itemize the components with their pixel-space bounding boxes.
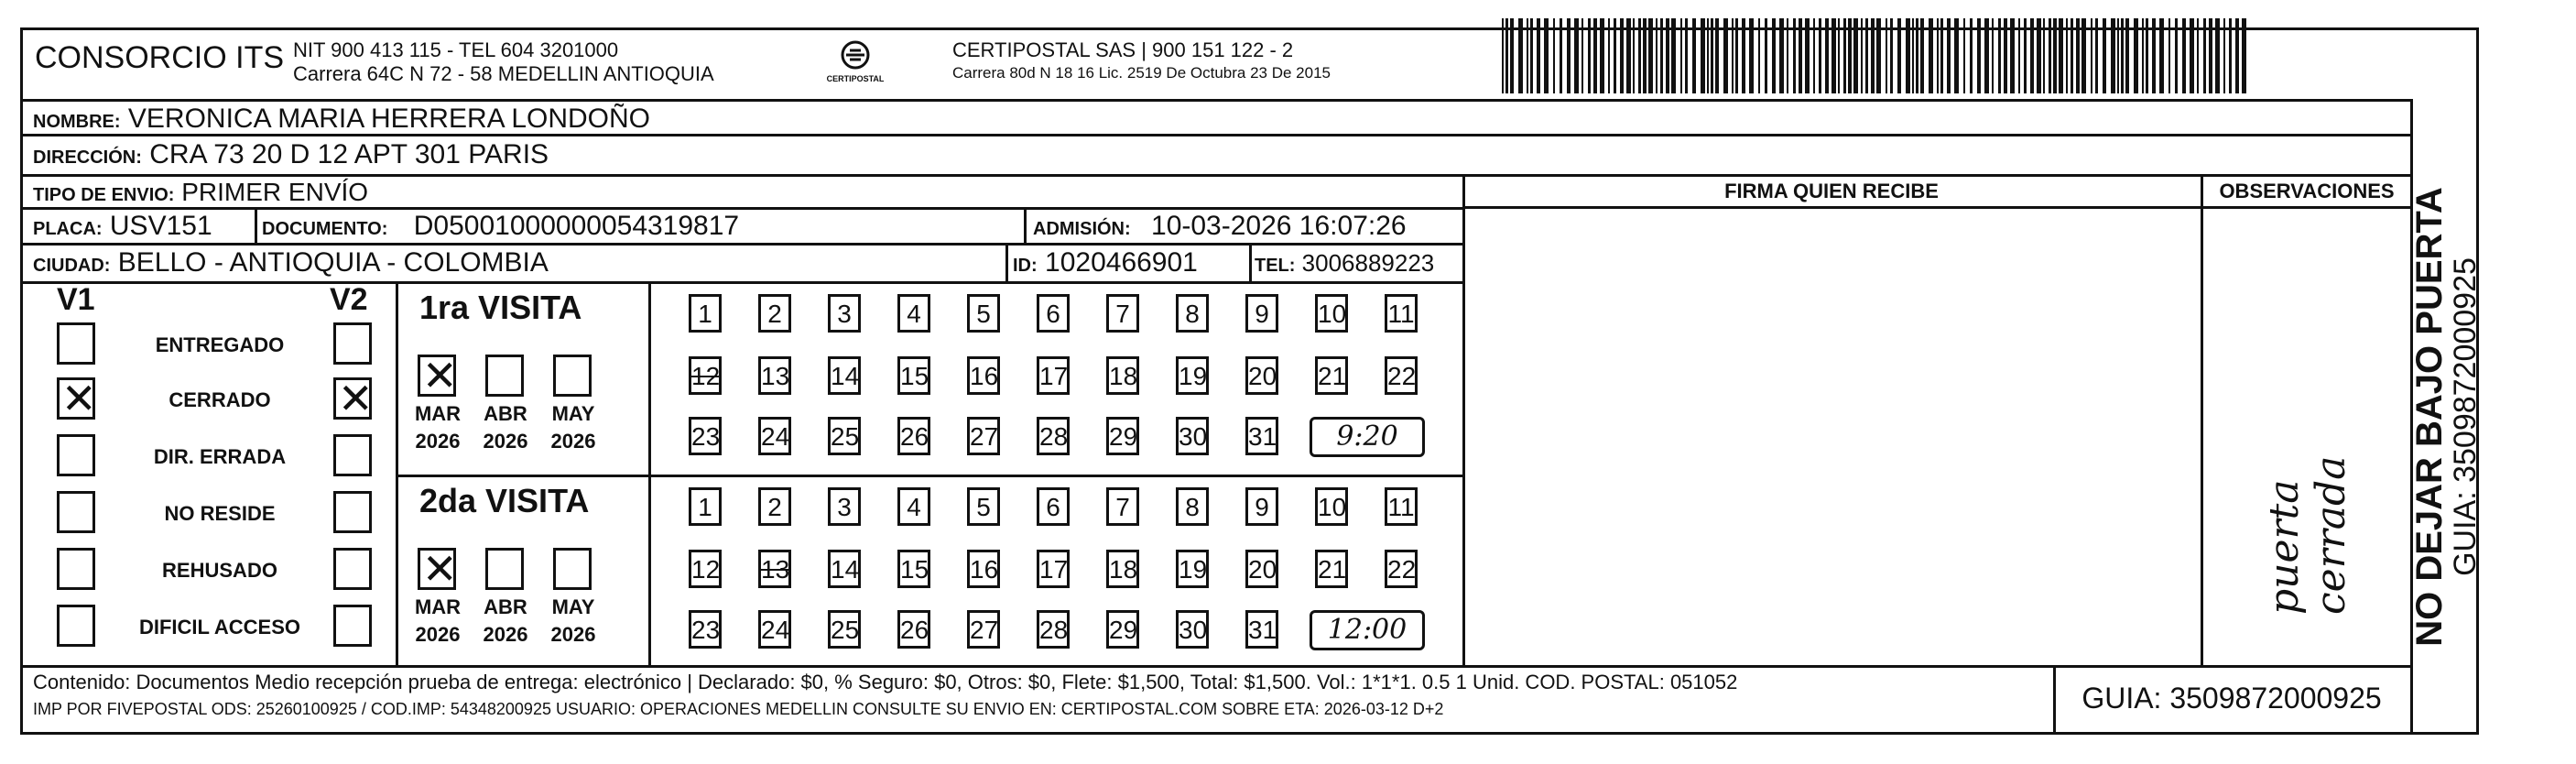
header-divider <box>20 99 2413 102</box>
day-cell[interactable]: 6 <box>1037 487 1070 526</box>
day-cell[interactable]: 16 <box>967 356 1000 395</box>
barcode-bar <box>1620 18 1624 93</box>
barcode-bar <box>1732 18 1734 93</box>
footer-line2: IMP POR FIVEPOSTAL ODS: 25260100925 / COD.IMP: 54348200925 USUARIO: OPERACIONES MEDELLIN CONSULTE SU ENVIO EN: CERTIPOSTAL.COM SOBRE ETA: 2026-03-12 D+2 <box>33 700 1444 718</box>
v2-checkbox[interactable] <box>333 491 372 533</box>
status-option-label: DIR. ERRADA <box>153 445 287 468</box>
side-warning: NO DEJAR BAJO PUERTA <box>2409 187 2450 647</box>
barcode-bar <box>1890 18 1893 93</box>
barcode-bar <box>1742 18 1745 93</box>
visit-title: 2da VISITA <box>419 482 590 519</box>
barcode-bar <box>1937 18 1939 93</box>
observacion-handwriting <box>2261 340 2354 615</box>
barcode-bar <box>2059 18 2063 93</box>
barcode-bar <box>1963 18 1965 93</box>
visit-year-label: 2026 <box>415 623 461 646</box>
day-cell[interactable]: 25 <box>828 610 861 649</box>
barcode-bar <box>1638 18 1641 93</box>
barcode-bar <box>2203 18 2206 93</box>
placa-field <box>33 211 212 242</box>
tel-divider <box>1249 243 1252 281</box>
v1-label: V1 <box>57 282 95 317</box>
barcode-bar <box>1749 18 1754 93</box>
day-cell[interactable]: 19 <box>1176 356 1209 395</box>
barcode-bar <box>1680 18 1682 93</box>
day-cell[interactable]: 1 <box>689 294 722 333</box>
firma-left-divider <box>1462 174 1465 666</box>
barcode-bar <box>1715 18 1719 93</box>
barcode-bar <box>2071 18 2073 93</box>
barcode-bar <box>1648 18 1653 93</box>
footer-line1: Contenido: Documentos Medio recepción prueba de entrega: electrónico | Declarado: $0, % Seguro: $0, Otros: $0, Flete: $1,500, Total: $1,500. Vol.: 1*1*1. 0.5 1 Unid. COD. POSTAL: 051052 <box>33 671 1738 693</box>
visit-time-box[interactable]: 9:20 <box>1310 417 1425 457</box>
certipostal-line1: CERTIPOSTAL SAS | 900 151 122 - 2 <box>952 38 1294 61</box>
barcode-bar <box>2066 18 2068 93</box>
status-option-label: REHUSADO <box>162 559 277 582</box>
v1-checkbox[interactable] <box>57 605 95 647</box>
barcode-bar <box>1831 18 1836 93</box>
barcode-bar <box>1819 18 1821 93</box>
barcode-bar <box>1998 18 2001 93</box>
day-cell[interactable]: 28 <box>1037 417 1070 455</box>
visit-year-label: 2026 <box>415 430 461 453</box>
barcode-bar <box>2081 18 2086 93</box>
day-cell[interactable]: 21 <box>1315 550 1348 588</box>
day-cell[interactable]: 26 <box>897 417 930 455</box>
day-cell[interactable]: 7 <box>1106 294 1139 333</box>
visit-month-label: MAR <box>414 402 462 425</box>
barcode-bar <box>2242 18 2246 93</box>
day-cell[interactable]: 10 <box>1315 487 1348 526</box>
day-cell[interactable]: 27 <box>967 417 1000 455</box>
day-cell[interactable]: 12 <box>689 356 722 395</box>
barcode-bar <box>1799 18 1802 93</box>
day-cell[interactable]: 15 <box>897 356 930 395</box>
day-cell[interactable]: 2 <box>758 487 791 526</box>
barcode-bar <box>2043 18 2045 93</box>
barcode-bar <box>2004 18 2007 93</box>
placa-value: USV151 <box>109 211 212 241</box>
barcode-icon <box>1502 18 2253 93</box>
barcode <box>1502 18 2253 93</box>
status-option-label: ENTREGADO <box>155 333 285 356</box>
visit-month-label: ABR <box>484 595 527 618</box>
barcode-bar <box>1825 18 1829 93</box>
day-cell[interactable]: 22 <box>1385 550 1418 588</box>
barcode-bar <box>1567 18 1571 93</box>
barcode-bar <box>1984 18 1989 93</box>
barcode-bar <box>2229 18 2232 93</box>
ciudad-label: CIUDAD: <box>33 256 111 276</box>
day-cell[interactable]: 30 <box>1176 610 1209 649</box>
obs-left-divider <box>2201 174 2203 666</box>
barcode-bar <box>1865 18 1868 93</box>
barcode-bar <box>2152 18 2156 93</box>
barcode-bar <box>2103 18 2106 93</box>
barcode-bar <box>1510 18 1514 93</box>
barcode-bar <box>2168 18 2170 93</box>
barcode-bar <box>1940 18 1943 93</box>
barcode-bar <box>2197 18 2199 93</box>
barcode-bar <box>1861 18 1863 93</box>
barcode-bar <box>1765 18 1767 93</box>
visit-year-label: 2026 <box>550 623 596 646</box>
day-cell[interactable]: 2 <box>758 294 791 333</box>
visit-year-label: 2026 <box>550 430 596 453</box>
barcode-bar <box>1992 18 1994 93</box>
barcode-bar <box>2134 18 2138 93</box>
barcode-bar <box>2018 18 2020 93</box>
barcode-bar <box>2091 18 2092 93</box>
tel-field <box>1255 249 1434 278</box>
barcode-bar <box>1608 18 1610 93</box>
barcode-bar <box>2223 18 2225 93</box>
day-cell[interactable]: 9 <box>1245 487 1278 526</box>
day-cell[interactable]: 3 <box>828 487 861 526</box>
check-mark-icon: ✕ <box>61 374 97 423</box>
day-cell[interactable]: 11 <box>1385 294 1418 333</box>
barcode-bar <box>2010 18 2015 93</box>
barcode-bar <box>1553 18 1555 93</box>
barcode-bar <box>2030 18 2034 93</box>
barcode-bar <box>1838 18 1840 93</box>
v2-checkbox[interactable] <box>333 548 372 590</box>
barcode-bar <box>1656 18 1658 93</box>
day-cell[interactable]: 13 <box>758 356 791 395</box>
barcode-bar <box>1970 18 1973 93</box>
day-cell[interactable]: 25 <box>828 417 861 455</box>
months-divider <box>648 281 651 666</box>
barcode-bar <box>1518 18 1523 93</box>
day-cell[interactable]: 8 <box>1176 294 1209 333</box>
barcode-bar <box>1848 18 1852 93</box>
barcode-bar <box>1505 18 1508 93</box>
barcode-bar <box>1916 18 1918 93</box>
row-line-5 <box>20 281 1464 284</box>
row-line-footer <box>20 665 2410 668</box>
barcode-bar <box>1660 18 1663 93</box>
day-cell[interactable]: 30 <box>1176 417 1209 455</box>
barcode-bar <box>2146 18 2148 93</box>
v2-checkbox[interactable] <box>333 434 372 476</box>
barcode-bar <box>1977 18 1981 93</box>
admision-label: ADMISIÓN: <box>1033 219 1131 239</box>
barcode-bar <box>1793 18 1796 93</box>
id-field <box>1013 247 1198 278</box>
status-divider <box>396 281 398 666</box>
day-cell[interactable]: 19 <box>1176 550 1209 588</box>
direccion-row <box>33 139 549 170</box>
certipostal-logo-icon <box>837 38 874 71</box>
barcode-bar <box>2142 18 2144 93</box>
v2-label: V2 <box>330 282 368 317</box>
visit-month-checkbox[interactable] <box>553 355 592 397</box>
v1-checkbox[interactable] <box>57 548 95 590</box>
day-cell[interactable]: 28 <box>1037 610 1070 649</box>
day-cell[interactable]: 8 <box>1176 487 1209 526</box>
v1-checkbox[interactable] <box>57 434 95 476</box>
ciudad-value: BELLO - ANTIOQUIA - COLOMBIA <box>117 247 549 278</box>
day-cell[interactable]: 9 <box>1245 294 1278 333</box>
barcode-bar <box>1912 18 1914 93</box>
documento-field <box>262 211 739 242</box>
day-cell[interactable]: 5 <box>967 294 1000 333</box>
day-cell[interactable]: 23 <box>689 610 722 649</box>
certipostal-logo <box>824 38 886 93</box>
visit-year-label: 2026 <box>483 430 528 453</box>
visit-month-label: MAY <box>551 402 595 425</box>
nombre-row <box>33 104 650 135</box>
row-line-3 <box>20 207 1464 210</box>
visit-month-checkbox[interactable] <box>418 351 458 400</box>
barcode-bar <box>2111 18 2115 93</box>
barcode-bar <box>2024 18 2027 93</box>
barcode-bar <box>1701 18 1705 93</box>
admision-divider <box>1024 207 1027 244</box>
visit-time-box[interactable]: 12:00 <box>1310 610 1425 650</box>
visit-month-label: MAY <box>551 595 595 618</box>
row-line-2 <box>20 174 2410 177</box>
barcode-bar <box>1707 18 1709 93</box>
day-cell[interactable]: 10 <box>1315 294 1348 333</box>
barcode-bar <box>1876 18 1881 93</box>
placa-label: PLACA: <box>33 219 103 239</box>
day-cell[interactable]: 26 <box>897 610 930 649</box>
day-cell[interactable]: 31 <box>1245 610 1278 649</box>
barcode-bar <box>1671 18 1676 93</box>
day-cell[interactable]: 27 <box>967 610 1000 649</box>
tipo-row <box>33 178 368 207</box>
day-cell[interactable]: 13 <box>758 550 791 588</box>
barcode-bar <box>1581 18 1583 93</box>
row-line-obs <box>1464 206 2410 209</box>
check-mark-icon: ✕ <box>338 374 374 423</box>
barcode-bar <box>2053 18 2057 93</box>
tipo-value: PRIMER ENVÍO <box>181 178 369 206</box>
day-cell[interactable]: 16 <box>967 550 1000 588</box>
day-cell[interactable]: 18 <box>1106 356 1139 395</box>
barcode-bar <box>2182 18 2186 93</box>
barcode-bar <box>1920 18 1924 93</box>
barcode-bar <box>1530 18 1533 93</box>
day-cell[interactable]: 4 <box>897 294 930 333</box>
nombre-value: VERONICA MARIA HERRERA LONDOÑO <box>127 104 651 134</box>
barcode-bar <box>1947 18 1951 93</box>
check-mark-icon: ✕ <box>422 544 458 594</box>
barcode-bar <box>1633 18 1635 93</box>
day-cell[interactable]: 18 <box>1106 550 1139 588</box>
barcode-bar <box>1574 18 1579 93</box>
visit-month-checkbox[interactable] <box>485 548 524 590</box>
barcode-bar <box>2175 18 2178 93</box>
direccion-label: DIRECCIÓN: <box>33 147 142 168</box>
barcode-bar <box>1735 18 1738 93</box>
day-cell[interactable]: 31 <box>1245 417 1278 455</box>
status-option-label: NO RESIDE <box>164 502 276 525</box>
company-address: Carrera 64C N 72 - 58 MEDELLIN ANTIOQUIA <box>293 62 714 85</box>
placa-divider <box>255 207 257 244</box>
certipostal-logo-text: CERTIPOSTAL <box>826 74 885 83</box>
barcode-bar <box>2037 18 2041 93</box>
barcode-bar <box>1758 18 1760 93</box>
v1-checkbox[interactable] <box>57 491 95 533</box>
certipostal-line2: Carrera 80d N 18 16 Lic. 2519 De Octubra 23 De 2015 <box>952 64 1331 82</box>
tel-value: 3006889223 <box>1301 249 1435 277</box>
barcode-bar <box>1897 18 1901 93</box>
barcode-bar <box>2215 18 2220 93</box>
firma-header: FIRMA QUIEN RECIBE <box>1724 180 1939 202</box>
barcode-bar <box>1805 18 1810 93</box>
v1-checkbox[interactable] <box>57 322 95 365</box>
barcode-bar <box>1813 18 1815 93</box>
barcode-bar <box>2095 18 2098 93</box>
barcode-bar <box>1643 18 1647 93</box>
id-value: 1020466901 <box>1045 247 1198 278</box>
barcode-bar <box>1560 18 1562 93</box>
day-cell[interactable]: 12 <box>689 550 722 588</box>
day-cell[interactable]: 29 <box>1106 417 1139 455</box>
v2-checkbox[interactable] <box>333 374 374 423</box>
barcode-bar <box>1527 18 1528 93</box>
documento-label: DOCUMENTO: <box>262 219 388 239</box>
day-cell[interactable]: 24 <box>758 610 791 649</box>
status-option-label: CERRADO <box>168 388 271 411</box>
barcode-bar <box>2125 18 2129 93</box>
row-line-4 <box>20 243 1464 246</box>
barcode-bar <box>1614 18 1616 93</box>
barcode-bar <box>1588 18 1591 93</box>
day-cell[interactable]: 3 <box>828 294 861 333</box>
barcode-bar <box>1929 18 1933 93</box>
day-cell[interactable]: 1 <box>689 487 722 526</box>
id-label: ID: <box>1013 256 1038 276</box>
day-cell[interactable]: 15 <box>897 550 930 588</box>
visit-month-checkbox[interactable] <box>553 548 592 590</box>
side-text <box>2409 99 2483 735</box>
check-mark-icon: ✕ <box>422 351 458 400</box>
barcode-bar <box>2049 18 2051 93</box>
visit-year-label: 2026 <box>483 623 528 646</box>
barcode-bar <box>1886 18 1887 93</box>
barcode-bar <box>2190 18 2194 93</box>
barcode-bar <box>2235 18 2239 93</box>
direccion-value: CRA 73 20 D 12 APT 301 PARIS <box>149 139 549 169</box>
documento-value: D05001000000054319817 <box>413 211 740 241</box>
visit-month-label: ABR <box>484 402 527 425</box>
barcode-bar <box>1692 18 1696 93</box>
day-cell[interactable]: 20 <box>1245 550 1278 588</box>
day-cell[interactable]: 4 <box>897 487 930 526</box>
barcode-bar <box>2076 18 2080 93</box>
day-cell[interactable]: 17 <box>1037 356 1070 395</box>
observaciones-header: OBSERVACIONES <box>2219 180 2395 202</box>
footer-guia: GUIA: 3509872000925 <box>2081 682 2382 715</box>
barcode-bar <box>2117 18 2119 93</box>
tipo-label: TIPO DE ENVIO: <box>33 185 175 205</box>
day-cell[interactable]: 29 <box>1106 610 1139 649</box>
ciudad-field <box>33 247 549 278</box>
v2-checkbox[interactable] <box>333 322 372 365</box>
barcode-bar <box>1787 18 1788 93</box>
barcode-bar <box>1843 18 1846 93</box>
visit-title: 1ra VISITA <box>419 289 582 326</box>
barcode-bar <box>1871 18 1875 93</box>
status-option-label: DIFICIL ACCESO <box>138 616 300 638</box>
visit-month-checkbox[interactable] <box>418 544 458 594</box>
barcode-bar <box>1626 18 1631 93</box>
day-cell[interactable]: 7 <box>1106 487 1139 526</box>
barcode-bar <box>1537 18 1540 93</box>
day-cell[interactable]: 5 <box>967 487 1000 526</box>
day-cell[interactable]: 11 <box>1385 487 1418 526</box>
company-name: CONSORCIO ITS <box>35 40 285 75</box>
day-cell[interactable]: 17 <box>1037 550 1070 588</box>
day-cell[interactable]: 23 <box>689 417 722 455</box>
v2-checkbox[interactable] <box>333 605 372 647</box>
barcode-bar <box>1502 18 1504 93</box>
day-cell[interactable]: 20 <box>1245 356 1278 395</box>
day-cell[interactable]: 6 <box>1037 294 1070 333</box>
barcode-bar <box>1723 18 1728 93</box>
barcode-bar <box>1600 18 1604 93</box>
barcode-bar <box>1593 18 1597 93</box>
barcode-bar <box>1685 18 1688 93</box>
day-cell[interactable]: 14 <box>828 550 861 588</box>
visit-divider <box>396 475 1463 477</box>
day-cell[interactable]: 22 <box>1385 356 1418 395</box>
id-divider <box>1005 243 1008 281</box>
barcode-bar <box>1853 18 1858 93</box>
day-cell[interactable]: 21 <box>1315 356 1348 395</box>
observacion-handwriting-text: puerta cerrada <box>2261 455 2354 615</box>
v1-checkbox[interactable] <box>57 374 97 423</box>
nombre-label: NOMBRE: <box>33 112 121 132</box>
barcode-bar <box>1779 18 1784 93</box>
admision-value: 10-03-2026 16:07:26 <box>1151 211 1407 241</box>
barcode-bar <box>2209 18 2212 93</box>
company-nit: NIT 900 413 115 - TEL 604 3201000 <box>293 38 619 61</box>
admision-field <box>1033 211 1407 242</box>
barcode-bar <box>1954 18 1959 93</box>
visit-month-label: MAR <box>414 595 462 618</box>
barcode-bar <box>2159 18 2164 93</box>
barcode-bar <box>2121 18 2124 93</box>
day-cell[interactable]: 14 <box>828 356 861 395</box>
tel-label: TEL: <box>1255 256 1296 276</box>
side-guia: GUIA: 3509872000925 <box>2448 257 2483 576</box>
barcode-bar <box>1772 18 1776 93</box>
barcode-bar <box>1666 18 1669 93</box>
barcode-bar <box>1906 18 1910 93</box>
visit-month-checkbox[interactable] <box>485 355 524 397</box>
day-cell[interactable]: 24 <box>758 417 791 455</box>
barcode-bar <box>1544 18 1549 93</box>
barcode-bar <box>1711 18 1713 93</box>
